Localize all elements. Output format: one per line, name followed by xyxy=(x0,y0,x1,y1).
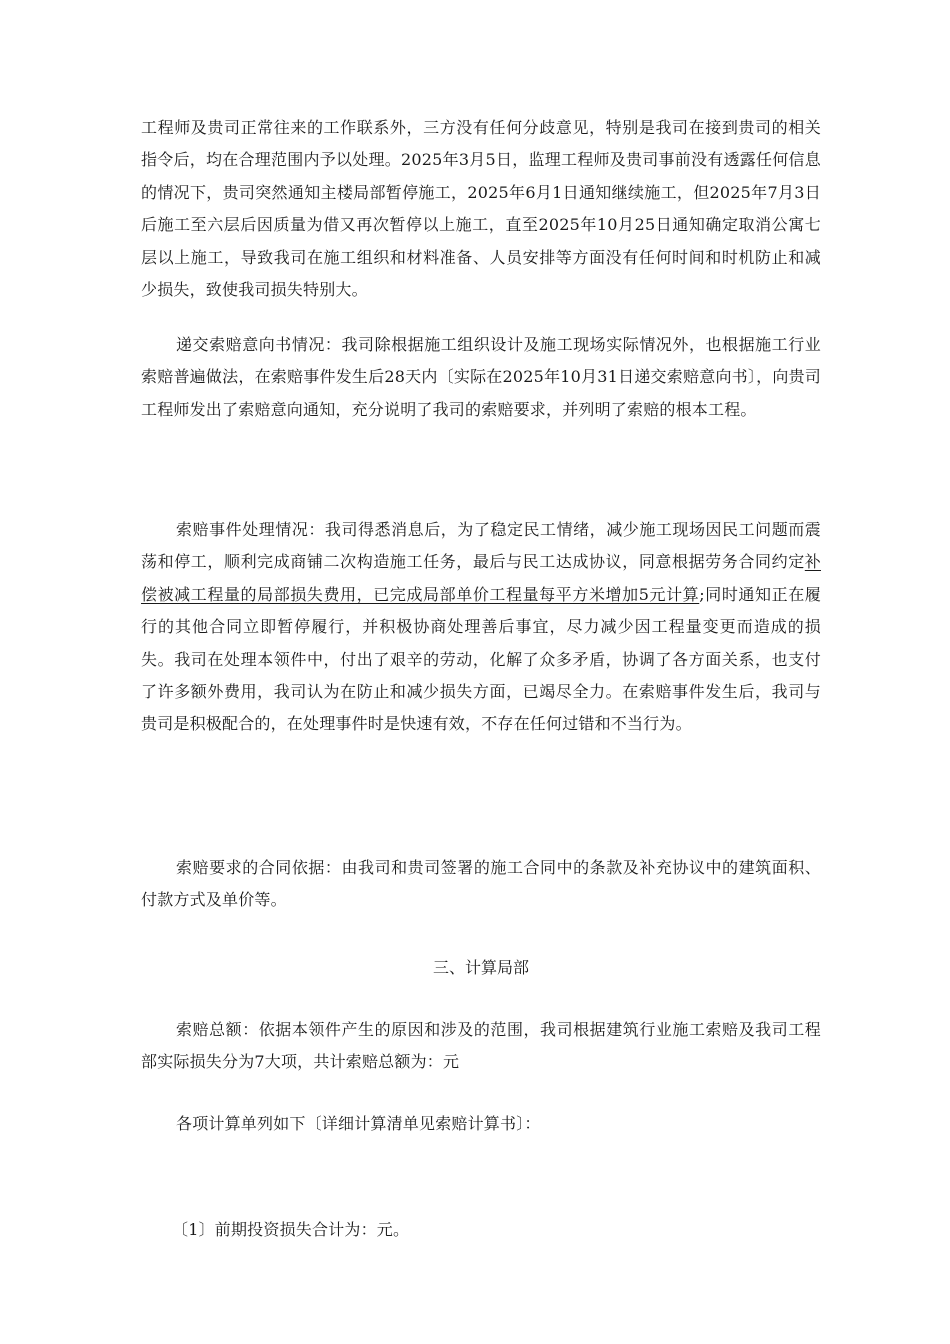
list-item-preliminary-investment: 〔1〕前期投资损失合计为：元。 xyxy=(172,1220,410,1239)
handling-text-start: 索赔事件处理情况：我司得悉消息后，为了稳定民工情绪，减少施工现场因民工问题而震荡和停工，顺利完成商铺二次构造施工任务，最后与民工达成协议，同意根据劳务合同约定 xyxy=(141,520,821,572)
section-heading: 三、计算局部 xyxy=(432,958,529,977)
paragraph-background: 工程师及贵司正常往来的工作联系外，三方没有任何分歧意见，特别是我司在接到贵司的相关指令后，均在合理范围内予以处理。2025年3月5日，监理工程师及贵司事前没有透露任何信息的情况下，贵司突然通知主楼局部暂停施工，2025年6月1日通知继续施工，但2025年7月3日后施工至六层后因质量为借又再次暂停以上施工，直至2025年10月25日通知确定取消公寓七层以上施工，导致我司在施工组织和材料准备、人员安排等方面没有任何时间和时机防止和减少损失，致使我司损失特别大。 xyxy=(141,118,821,300)
handling-text-end: ;同时通知正在履行的其他合同立即暂停履行，并积极协商处理善后事宜，尽力减少因工程量变更而造成的损失。我司在处理本领件中，付出了艰辛的劳动，化解了众多矛盾，协调了各方面关系，也支付了许多额外费用，我司认为在防止和减少损失方面，已竭尽全力。在索赔事件发生后，我司与贵司是积极配合的，在处理事件时是快速有效，不存在任何过错和不当行为。 xyxy=(141,584,821,734)
paragraph-calculation-list: 各项计算单列如下〔详细计算清单见索赔计算书〕： xyxy=(176,1114,541,1133)
underlined-compensation-text: 补偿被减工程量的局部损失费用，已完成局部单价工程量每平方米增加5元计算 xyxy=(141,552,821,604)
paragraph-claim-total: 索赔总额：依据本领件产生的原因和涉及的范围，我司根据建筑行业施工索赔及我司工程部实际损失分为7大项，共计索赔总额为：元 xyxy=(141,1020,821,1072)
paragraph-claim-handling xyxy=(141,514,821,741)
paragraph-claim-notice: 递交索赔意向书情况：我司除根据施工组织设计及施工现场实际情况外，也根据施工行业索赔普遍做法，在索赔事件发生后28天内〔实际在2025年10月31日递交索赔意向书〕，向贵司工程师发出了索赔意向通知，充分说明了我司的索赔要求，并列明了索赔的根本工程。 xyxy=(141,335,821,419)
paragraph-contract-basis: 索赔要求的合同依据：由我司和贵司签署的施工合同中的条款及补充协议中的建筑面积、付款方式及单价等。 xyxy=(141,858,821,910)
